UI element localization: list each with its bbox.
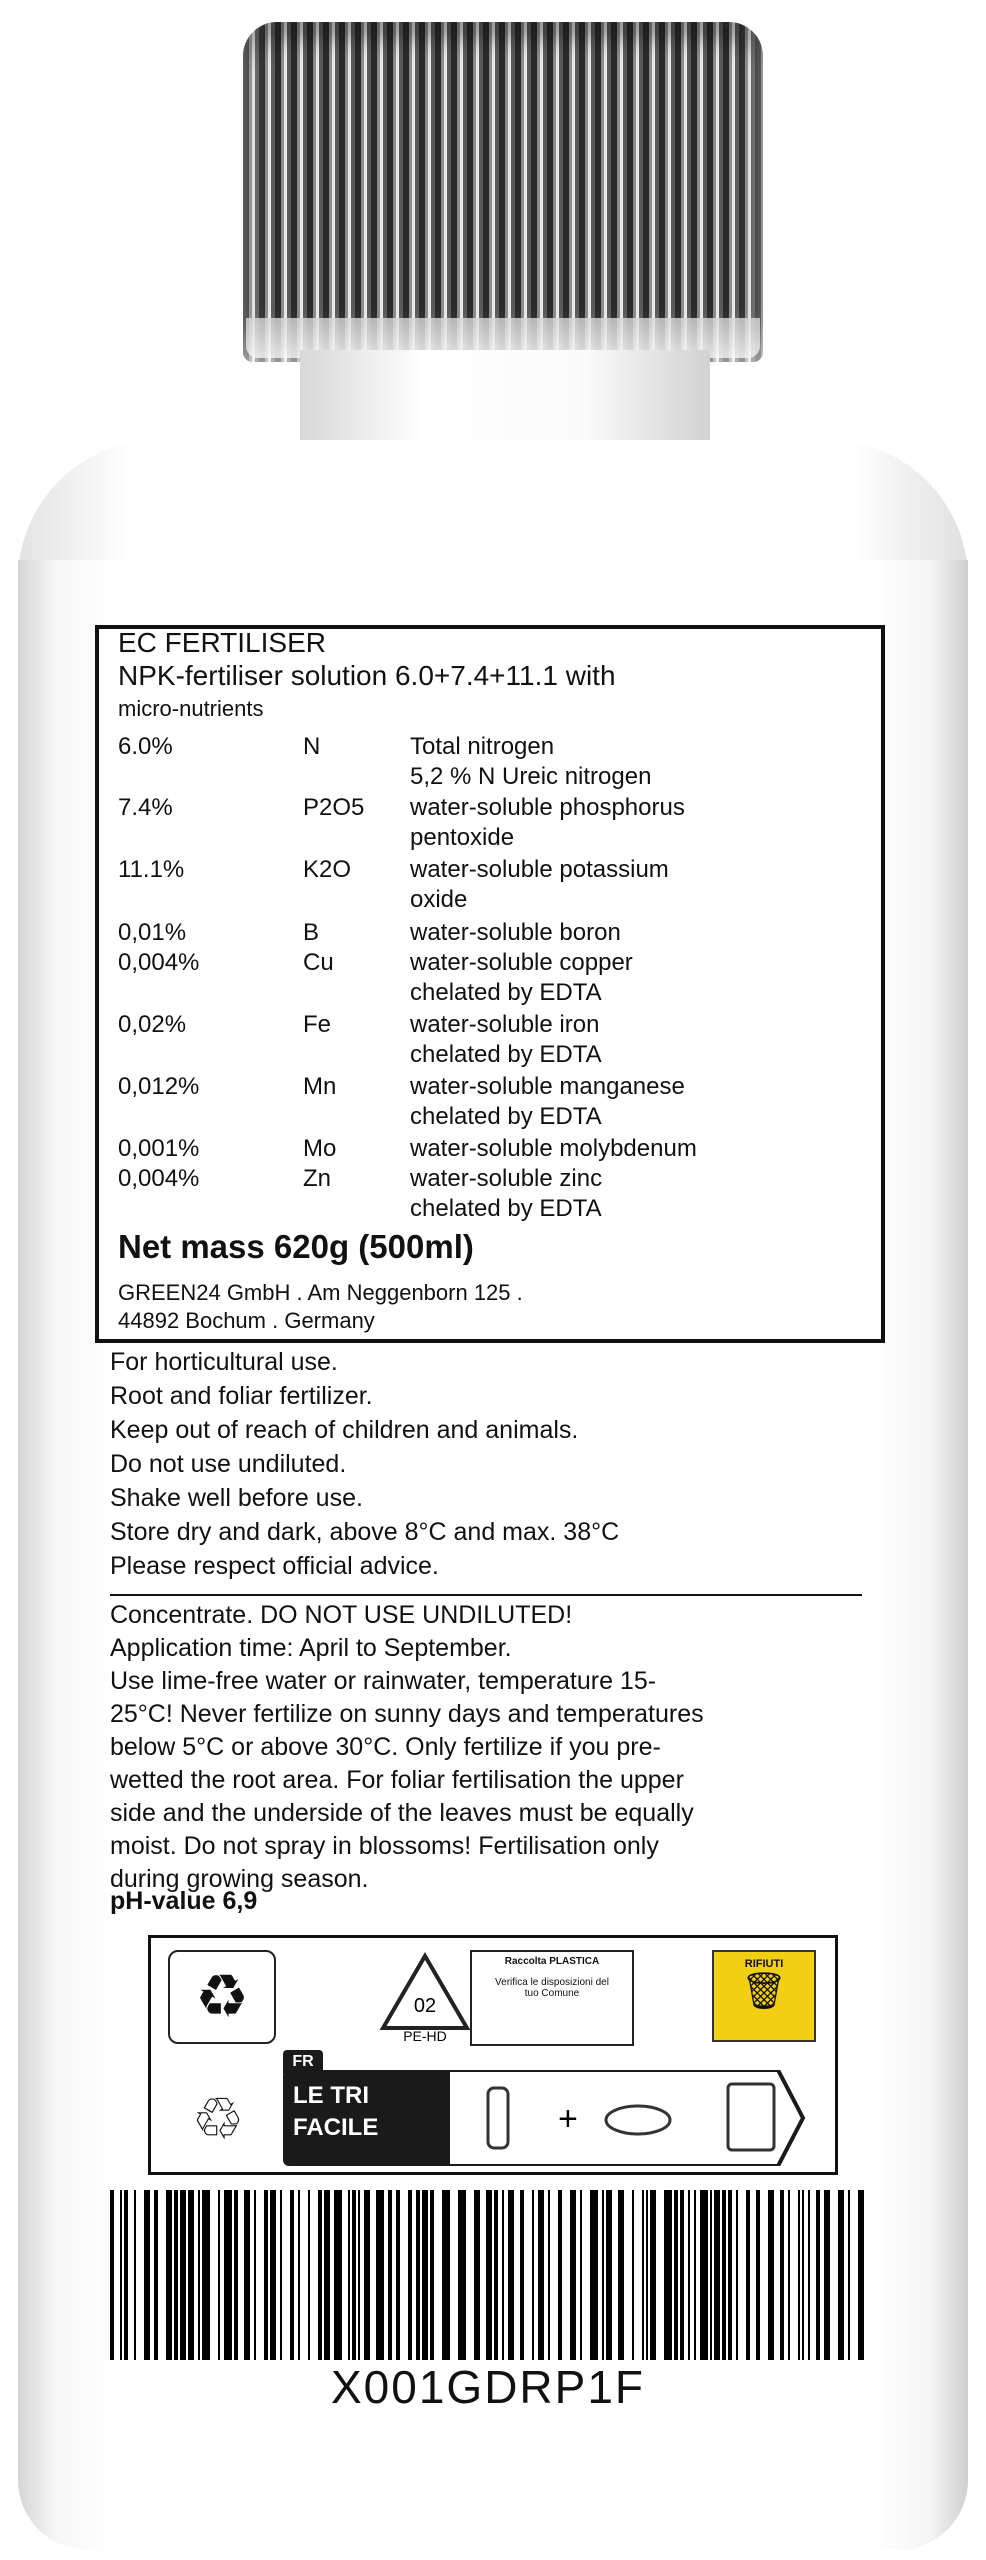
barcode-bar — [224, 2190, 232, 2360]
nutrient-element: Mn — [303, 1073, 337, 1100]
barcode-bar — [264, 2190, 268, 2360]
nutrient-percent: 0,02% — [118, 1011, 187, 1038]
nutrient-description: water-soluble copper — [410, 949, 633, 976]
nutrient-description: water-soluble phosphorus — [410, 794, 685, 821]
instruction-line: Concentrate. DO NOT USE UNDILUTED! — [110, 1601, 573, 1629]
recycle-bin-icon — [728, 2084, 774, 2150]
barcode-bar — [664, 2190, 672, 2360]
barcode-bar — [388, 2190, 392, 2360]
address-line2: 44892 Bochum . Germany — [118, 1308, 375, 1333]
barcode-bar — [590, 2190, 598, 2360]
nutrient-element: Fe — [303, 1011, 332, 1038]
instruction-line: during growing season. — [110, 1865, 369, 1893]
nutrient-percent: 0,001% — [118, 1135, 200, 1162]
barcode-bar — [298, 2190, 300, 2360]
barcode-bar — [502, 2190, 504, 2360]
barcode-bar — [570, 2190, 576, 2360]
barcode-bar — [798, 2190, 800, 2360]
usage-line: For horticultural use. — [110, 1348, 338, 1376]
barcode-bar — [144, 2190, 150, 2360]
barcode-bar — [358, 2190, 360, 2360]
barcode-bar — [396, 2190, 400, 2360]
barcode-bar — [688, 2190, 690, 2360]
nutrient-description: water-soluble boron — [410, 919, 621, 946]
barcode-bar — [202, 2190, 210, 2360]
barcode-bar — [474, 2190, 480, 2360]
ph-value: pH-value 6,9 — [110, 1887, 258, 1915]
bin-icon: 🗑 — [741, 1970, 787, 2011]
barcode-bar — [650, 2190, 656, 2360]
nutrient-description: water-soluble molybdenum — [410, 1135, 697, 1162]
usage-line: Store dry and dark, above 8°C and max. 38°C — [110, 1518, 620, 1546]
recycle-arrows-icon: ♻ — [168, 1950, 276, 2044]
barcode-bar — [134, 2190, 136, 2360]
barcode-bar — [642, 2190, 644, 2360]
barcode-bar — [618, 2190, 624, 2360]
divider — [110, 1594, 862, 1596]
raccolta-title: Raccolta PLASTICA — [504, 1956, 600, 1967]
nutrient-element: Zn — [303, 1165, 332, 1192]
barcode-bar — [324, 2190, 330, 2360]
pc-code: 02 — [413, 1995, 437, 2017]
barcode-bar — [788, 2190, 790, 2360]
barcode-bar — [120, 2190, 122, 2360]
nutrient-description: water-soluble zinc — [410, 1165, 603, 1192]
barcode-bar — [548, 2190, 550, 2360]
barcode-bar — [558, 2190, 562, 2360]
barcode-bar — [710, 2190, 712, 2360]
barcode-bar — [680, 2190, 684, 2360]
nutrient-description: water-soluble iron — [410, 1011, 600, 1038]
pe-hd-triangle-icon — [375, 1950, 475, 2042]
address-line1: GREEN24 GmbH . Am Neggenborn 125 . — [118, 1280, 523, 1305]
barcode-bar — [728, 2190, 732, 2360]
usage-line: Do not use undiluted. — [110, 1450, 347, 1478]
nutrient-element: P2O5 — [303, 794, 365, 821]
barcode-bar — [270, 2190, 276, 2360]
barcode-bar — [408, 2190, 412, 2360]
barcode-bar — [674, 2190, 678, 2360]
barcode-bar — [376, 2190, 384, 2360]
nutrient-percent: 0,012% — [118, 1073, 200, 1100]
raccolta-box — [470, 1950, 634, 2046]
barcode-bar — [442, 2190, 450, 2360]
barcode-bar — [602, 2190, 604, 2360]
barcode-bar — [486, 2190, 492, 2360]
nutrient-description-line2: 5,2 % N Ureic nitrogen — [410, 763, 652, 790]
instruction-line: side and the underside of the leaves must be equally — [110, 1799, 694, 1827]
barcode-bar — [166, 2190, 172, 2360]
sorting-arrow — [448, 2070, 808, 2166]
usage-line: Shake well before use. — [110, 1484, 363, 1512]
barcode-bar — [334, 2190, 342, 2360]
nutrient-description-line2: pentoxide — [410, 824, 515, 851]
barcode-bar — [824, 2190, 830, 2360]
barcode-bar — [508, 2190, 514, 2360]
barcode-bar — [722, 2190, 726, 2360]
nutrient-description: Total nitrogen — [410, 733, 555, 760]
barcode-bar — [308, 2190, 310, 2360]
rifiuti-label: RIFIUTI — [744, 1958, 784, 1970]
nutrient-description-line2: chelated by EDTA — [410, 1041, 602, 1068]
barcode-bar — [780, 2190, 784, 2360]
plus-sign: + — [558, 2100, 578, 2138]
barcode-bar — [124, 2190, 128, 2360]
barcode-bar — [768, 2190, 774, 2360]
barcode-bar — [280, 2190, 282, 2360]
barcode-bar — [254, 2190, 256, 2360]
barcode-bar — [816, 2190, 820, 2360]
barcode-bar — [218, 2190, 220, 2360]
raccolta-text: Verifica le disposizioni del tuo Comune — [495, 1977, 609, 1999]
nutrient-element: Cu — [303, 949, 334, 976]
barcode-bar — [458, 2190, 466, 2360]
triman-icon: ♲ — [192, 2087, 244, 2152]
nutrient-percent: 0,01% — [118, 919, 187, 946]
nutrient-percent: 0,004% — [118, 1165, 200, 1192]
nutrient-percent: 7.4% — [118, 794, 173, 821]
usage-line: Please respect official advice. — [110, 1552, 439, 1580]
barcode-bar — [180, 2190, 186, 2360]
nutrient-description-line2: chelated by EDTA — [410, 979, 602, 1006]
barcode-bar — [532, 2190, 534, 2360]
nutrient-description-line2: oxide — [410, 886, 468, 913]
barcode-bar — [198, 2190, 200, 2360]
nutrient-description: water-soluble potassium — [410, 856, 669, 883]
le-tri-box — [283, 2070, 448, 2166]
nutrient-element: K2O — [303, 856, 352, 883]
barcode-bar — [416, 2190, 420, 2360]
nutrient-element: N — [303, 733, 321, 760]
usage-line: Root and foliar fertilizer. — [110, 1382, 373, 1410]
barcode-bar — [174, 2190, 178, 2360]
barcode — [110, 2190, 866, 2360]
pc-label: PE-HD — [403, 2028, 447, 2042]
instruction-line: moist. Do not spray in blossoms! Fertilisation only — [110, 1832, 659, 1860]
barcode-bar — [646, 2190, 648, 2360]
net-mass: Net mass 620g (500ml) — [118, 1228, 474, 1265]
instruction-line: Application time: April to September. — [110, 1634, 512, 1662]
barcode-bar — [580, 2190, 582, 2360]
nutrient-element: B — [303, 919, 320, 946]
instruction-line: below 5°C or above 30°C. Only fertilize if you pre- — [110, 1733, 661, 1761]
nutrient-description-line2: chelated by EDTA — [410, 1195, 602, 1222]
nutrient-description-line2: chelated by EDTA — [410, 1103, 602, 1130]
facile-label: FACILE — [293, 2114, 379, 2141]
le-tri-label: LE TRI — [293, 2082, 369, 2109]
rifiuti-badge — [712, 1950, 816, 2042]
nutrient-percent: 6.0% — [118, 733, 173, 760]
nutrient-element: Mo — [303, 1135, 337, 1162]
barcode-bar — [858, 2190, 864, 2360]
barcode-bar — [244, 2190, 250, 2360]
barcode-bar — [632, 2190, 634, 2360]
label-subtitle2: micro-nutrients — [118, 696, 264, 721]
barcode-bar — [234, 2190, 238, 2360]
barcode-bar — [746, 2190, 750, 2360]
nutrient-description: water-soluble manganese — [410, 1073, 685, 1100]
barcode-bar — [736, 2190, 738, 2360]
barcode-bar — [290, 2190, 294, 2360]
barcode-bar — [494, 2190, 498, 2360]
nutrient-percent: 0,004% — [118, 949, 200, 976]
instruction-line: Use lime-free water or rainwater, temperature 15- — [110, 1667, 657, 1695]
barcode-bar — [714, 2190, 720, 2360]
barcode-bar — [110, 2190, 114, 2360]
barcode-bar — [848, 2190, 850, 2360]
barcode-bar — [520, 2190, 524, 2360]
barcode-bar — [756, 2190, 760, 2360]
barcode-bar — [422, 2190, 428, 2360]
label-title: EC FERTILISER — [118, 627, 326, 658]
label-subtitle: NPK-fertiliser solution 6.0+7.4+11.1 with — [118, 660, 616, 691]
barcode-text: X001GDRP1F — [330, 2361, 645, 2413]
usage-line: Keep out of reach of children and animals. — [110, 1416, 579, 1444]
barcode-bar — [318, 2190, 322, 2360]
instruction-line: 25°C! Never fertilize on sunny days and temperatures — [110, 1700, 704, 1728]
barcode-bar — [808, 2190, 810, 2360]
barcode-bar — [154, 2190, 158, 2360]
fr-tag: FR — [283, 2050, 323, 2074]
barcode-bar — [700, 2190, 708, 2360]
nutrient-percent: 11.1% — [118, 856, 185, 883]
barcode-bar — [694, 2190, 696, 2360]
barcode-bar — [802, 2190, 804, 2360]
barcode-bar — [538, 2190, 544, 2360]
instruction-line: wetted the root area. For foliar fertilisation the upper — [110, 1766, 684, 1794]
barcode-bar — [364, 2190, 370, 2360]
barcode-bar — [430, 2190, 434, 2360]
barcode-bar — [348, 2190, 350, 2360]
barcode-bar — [352, 2190, 356, 2360]
barcode-bar — [188, 2190, 194, 2360]
barcode-bar — [606, 2190, 612, 2360]
barcode-bar — [838, 2190, 844, 2360]
bottle-cap — [243, 22, 763, 362]
